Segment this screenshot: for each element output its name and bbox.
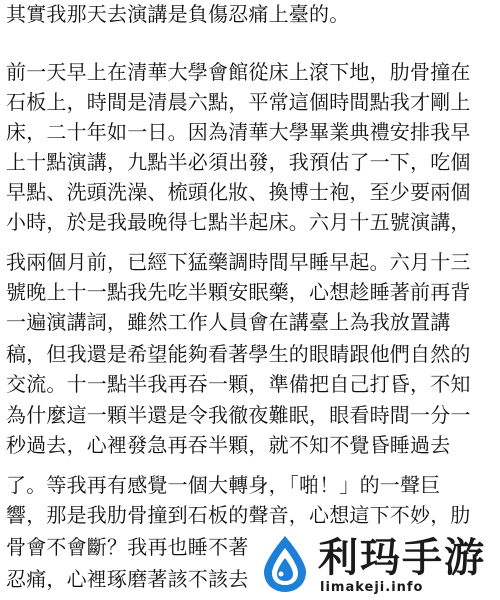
text-line: 一遍演講詞，雖然工作人員會在講臺上為我放置講 [6, 310, 451, 334]
text-line: 上十點演講，九點半必須出發，我預估了一下，吃個 [6, 150, 471, 174]
text-line: 床，二十年如一日。因為清華大學畢業典禮安排我早 [6, 120, 471, 144]
text-line: 交流。十一點半我再吞一顆，準備把自己打昏，不知 [6, 372, 471, 396]
watermark-url: limakeji.info [320, 580, 424, 595]
watermark [252, 532, 500, 600]
text-line: 了。等我再有感覺一個大轉身，「啪！」的一聲巨 [6, 473, 441, 497]
text-line: 早點、洗頭洗澡、梳頭化妝、換博士袍，至少要兩個 [6, 180, 471, 204]
text-line: 石板上，時間是清晨六點，平常這個時間點我才剛上 [6, 90, 471, 114]
text-line: 秒過去，心裡發急再吞半顆，就不知不覺昏睡過去 [6, 433, 451, 457]
text-line: 為什麼這一顆半還是令我徹夜難眠，眼看時間一分一 [6, 403, 471, 427]
text-line: 前一天早上在清華大學會館從床上滾下地，肋骨撞在 [6, 60, 471, 84]
water-drop-logo-icon [258, 534, 312, 594]
text-line: 稿，但我還是希望能夠看著學生的眼睛跟他們自然的 [6, 342, 471, 366]
watermark-title: 利玛手游 [318, 535, 486, 581]
text-line: 小時，於是我最晚得七點半起床。六月十五號演講， [6, 210, 471, 234]
text-line: 我兩個月前，已經下猛藥調時間早睡早起。六月十三 [6, 250, 471, 274]
text-line: 號晚上十一點我先吃半顆安眠藥，心想趁睡著前再背 [6, 280, 471, 304]
text-line: 骨會不會斷？我再也睡不著 [6, 535, 249, 559]
text-line: 忍痛，心裡琢磨著該不該去 [6, 567, 249, 591]
text-line: 其實我那天去演講是負傷忍痛上臺的。 [6, 2, 350, 26]
text-line: 響，那是我肋骨撞到石板的聲音，心想這下不妙，肋 [6, 503, 471, 527]
